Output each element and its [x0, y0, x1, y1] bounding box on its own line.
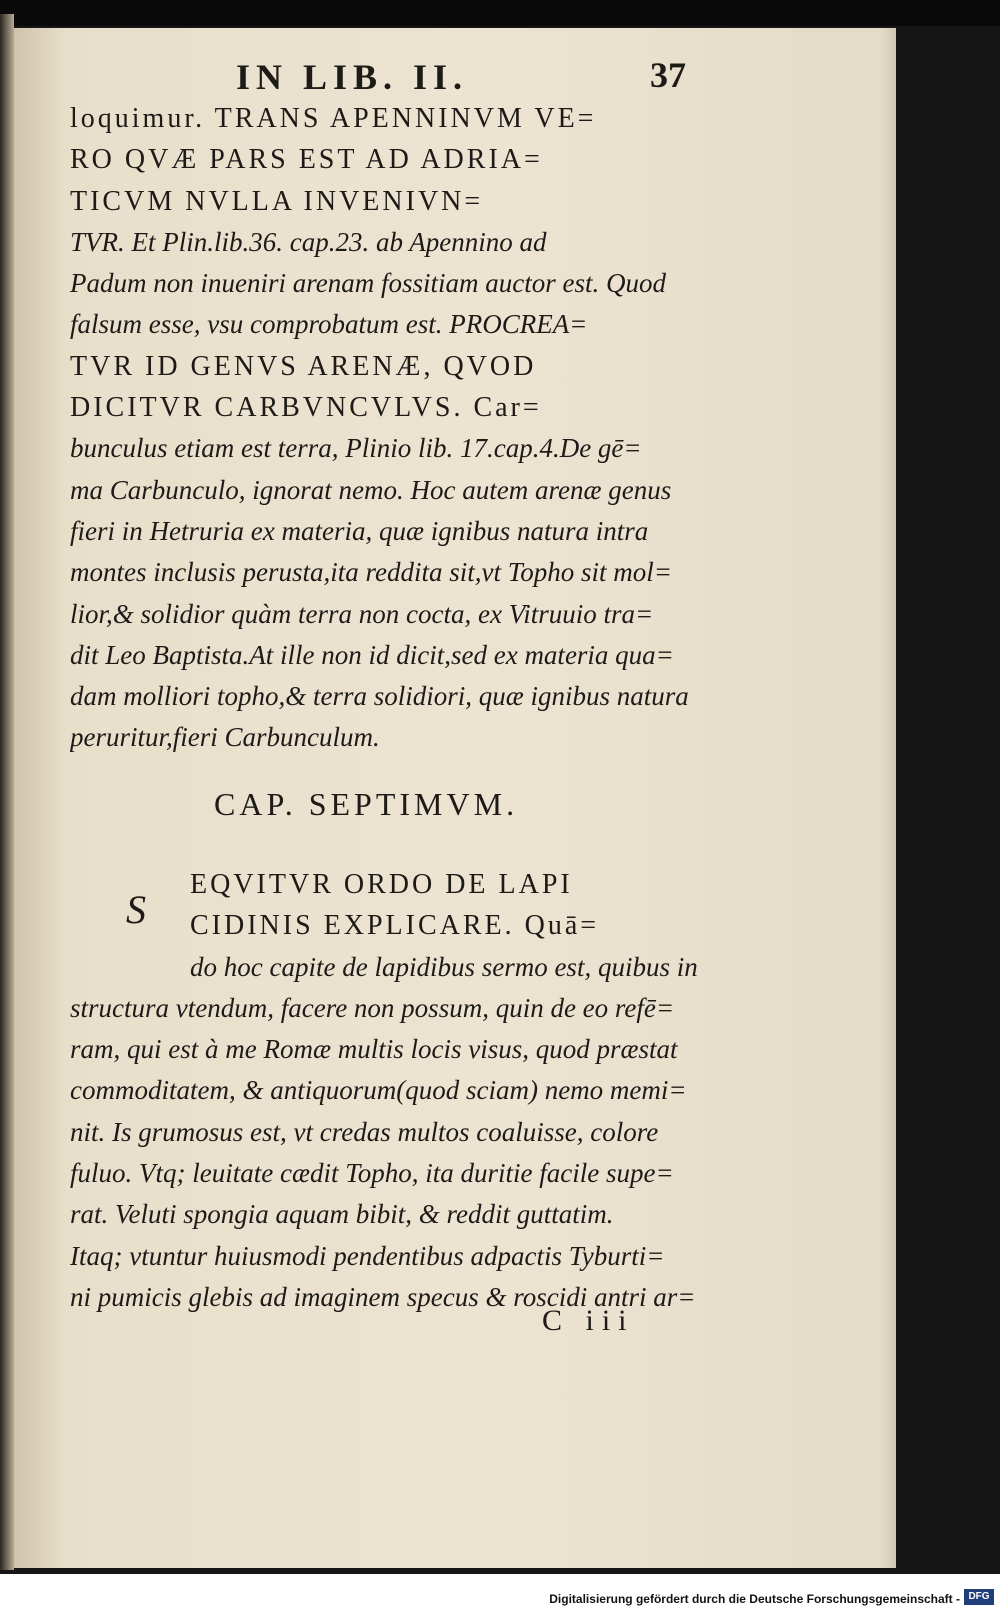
dfg-logo: DFG [964, 1589, 994, 1605]
text-line: EQVITVR ORDO DE LAPI [190, 869, 573, 900]
text-line: dit Leo Baptista.At ille non id dicit,sed ex materia qua= [70, 639, 674, 670]
text-line: Itaq; vtuntur huiusmodi pendentibus adpactis Tyburti= [70, 1240, 665, 1271]
funding-notice: Digitalisierung gefördert durch die Deutsche Forschungsgemeinschaft - [549, 1592, 960, 1606]
text-line: CIDINIS EXPLICARE. Quā= [190, 910, 600, 942]
text-line: TVR. Et Plin.lib.36. cap.23. ab Apennino ad [70, 226, 547, 257]
text-line: ni pumicis glebis ad imaginem specus & roscidi antri ar= [70, 1281, 696, 1312]
text-line: commoditatem, & antiquorum(quod sciam) nemo memi= [70, 1075, 687, 1106]
body-text-block [70, 98, 760, 759]
text-line: fieri in Hetruria ex materia, quæ ignibus natura intra [70, 515, 649, 546]
text-line: nit. Is grumosus est, vt credas multos coaluisse, colore [70, 1116, 659, 1147]
text-line: Padum non inueniri arenam fossitiam auctor est. Quod [70, 268, 666, 299]
text-line: dam molliori topho,& terra solidiori, quæ ignibus natura [70, 681, 689, 712]
text-line: rat. Veluti spongia aquam bibit, & reddit guttatim. [70, 1199, 614, 1230]
book-page [14, 28, 896, 1568]
text-line: DICITVR CARBVNCVLVS. Car= [70, 392, 542, 424]
text-line: fuluo. Vtq; leuitate cædit Topho, ita duritie facile supe= [70, 1158, 674, 1189]
text-line: montes inclusis perusta,ita reddita sit,vt Topho sit mol= [70, 557, 673, 588]
text-line: bunculus etiam est terra, Plinio lib. 17.cap.4.De gē= [70, 433, 642, 464]
page-number: 37 [650, 55, 686, 95]
text-line: peruritur,fieri Carbunculum. [70, 722, 380, 753]
text-line: ram, qui est à me Romæ multis locis visus, quod præstat [70, 1034, 678, 1065]
text-line: structura vtendum, facere non possum, quin de eo refē= [70, 992, 675, 1023]
text-line: loquimur. TRANS APENNINVM VE= [70, 103, 597, 134]
text-line: RO QVÆ PARS EST AD ADRIA= [70, 144, 543, 176]
page-gutter-edge [0, 14, 14, 1570]
text-line: falsum esse, vsu comprobatum est. PROCREA= [70, 309, 588, 340]
text-line: do hoc capite de lapidibus sermo est, quibus in [190, 951, 698, 982]
text-line: ma Carbunculo, ignorat nemo. Hoc autem arenæ genus [70, 474, 672, 505]
running-head: IN LIB. II. [236, 57, 469, 97]
text-line: TICVM NVLLA INVENIVN= [70, 185, 484, 217]
chapter-heading: CAP. SEPTIMVM. [214, 786, 519, 822]
page-edge-shading [882, 28, 896, 1568]
text-line: lior,& solidior quàm terra non cocta, ex Vitruuio tra= [70, 598, 654, 629]
chapter-text-block [70, 864, 760, 1318]
text-line: TVR ID GENVS ARENÆ, QVOD [70, 350, 537, 382]
scan-top-shadow [0, 0, 1000, 26]
drop-initial: S [126, 887, 146, 932]
signature-mark: C iii [542, 1304, 635, 1337]
